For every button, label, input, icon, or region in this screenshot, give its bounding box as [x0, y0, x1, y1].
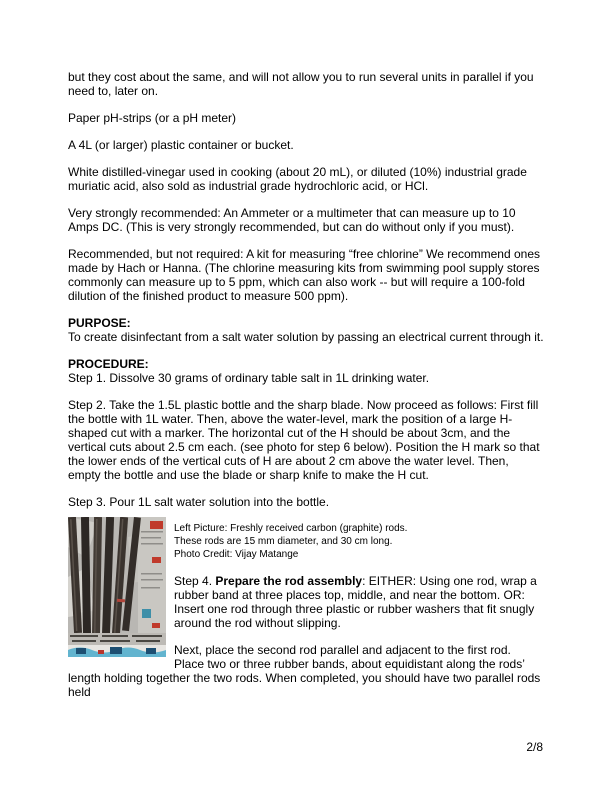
photo-and-wrapped-text: [68, 522, 544, 699]
purpose-text: To create disinfectant from a salt water solution by passing an electrical current through it.: [68, 330, 544, 344]
carbon-rods-photo: [68, 517, 166, 657]
step-1-text: Step 1. Dissolve 30 grams of ordinary table salt in 1L drinking water.: [68, 371, 430, 385]
step-4-rest: : EITHER: Using one rod, wrap a rubber band at three places top, middle, and near the bottom. OR: Insert one rod through three plastic or rubber washers that fit snugly around the rod without slipping.: [174, 574, 537, 630]
page-number: 2/8: [526, 740, 543, 754]
procedure-section: [68, 357, 544, 385]
paragraph-ph-strips: Paper pH-strips (or a pH meter): [68, 111, 237, 125]
step-4-prefix: Step 4.: [174, 574, 216, 588]
paragraph-container: A 4L (or larger) plastic container or bucket.: [68, 138, 294, 152]
procedure-heading: PROCEDURE:: [68, 357, 149, 371]
photo-credit: Photo Credit: Vijay Matange: [174, 549, 299, 560]
step-2-text: Step 2. Take the 1.5L plastic bottle and the sharp blade. Now proceed as follows: First fill the bottle with 1L water. Then, above the water-level, mark the position of a large H-shaped cut with a marker. The horizontal cut of the H should be about 3cm, and the vertical cuts about 2.5 cm each. (see photo for step 6 below). Position the H mark so that the lower ends of the vertical cuts of H are about 2 cm above the water level. Then, empty the bottle and use the blade or sharp knife to make the H cut.: [68, 398, 540, 482]
page-content: [68, 70, 544, 712]
paragraph-parallel-units: but they cost about the same, and will not allow you to run several units in parallel if you need to, later on.: [68, 70, 534, 98]
paragraph-chlorine-kit: Recommended, but not required: A kit for measuring “free chlorine” We recommend ones made by Hach or Hanna. (The chlorine measuring kits from swimming pool supply stores commonly can measure up to 5 ppm, which can also work -- but will require a 100-fold dilution of the finished product to measure 500 ppm).: [68, 247, 541, 303]
paragraph-ammeter: Very strongly recommended: An Ammeter or a multimeter that can measure up to 10 Amps DC. (This is very strongly recommended, but can do without only if you must).: [68, 206, 516, 234]
paragraph-next-rod: Next, place the second rod parallel and adjacent to the first rod. Place two or three rubber bands, about equidistant along the rods’ length holding together the two rods. When completed, you should have two parallel rods held: [68, 643, 541, 699]
step-4-bold-title: Prepare the rod assembly: [215, 574, 363, 588]
carbon-rods-photo-graphic: [68, 517, 166, 657]
step-3-text: Step 3. Pour 1L salt water solution into the bottle.: [68, 495, 330, 509]
paragraph-vinegar: White distilled-vinegar used in cooking (about 20 mL), or diluted (10%) industrial grade muriatic acid, also sold as industrial grade hydrochloric acid, or HCl.: [68, 165, 527, 193]
purpose-section: [68, 316, 544, 344]
photo-caption-text: Left Picture: Freshly received carbon (graphite) rods. These rods are 15 mm diameter, and 30 cm long.: [174, 523, 408, 547]
purpose-heading: PURPOSE:: [68, 316, 131, 330]
